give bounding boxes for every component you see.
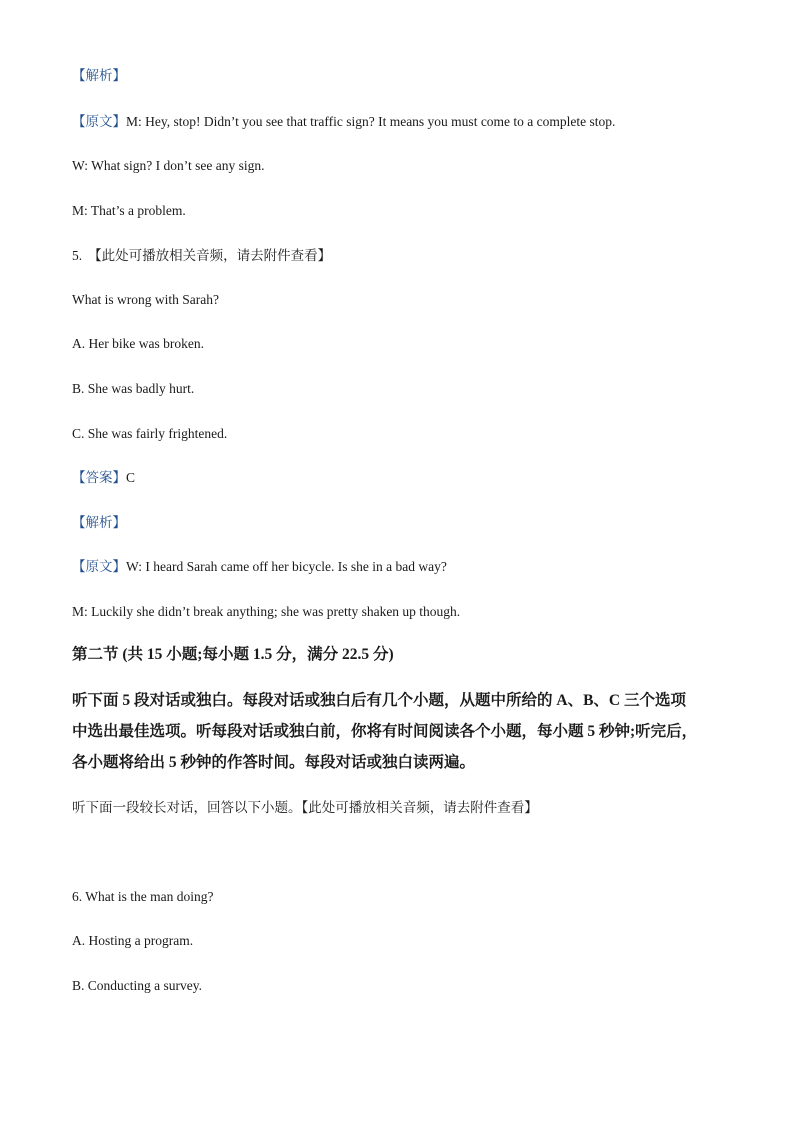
question-text: 6. What is the man doing? (72, 889, 214, 904)
question-text: What is wrong with Sarah? (72, 292, 219, 307)
dialogue-line: M: Luckily she didn’t break anything; she was pretty shaken up though. (72, 604, 461, 619)
answer-line (72, 469, 135, 487)
instruction-line: 各小题将给出 5 秒钟的作答时间。每段对话或独白读两遍。 (72, 754, 476, 771)
instruction-line: 听下面 5 段对话或独白。每段对话或独白后有几个小题，从题中所给的 A、B、C 三个选项 (72, 692, 686, 709)
original-text-label: 【原文】 (72, 559, 126, 574)
option-b: B. Conducting a survey. (72, 978, 202, 993)
transcript-line (72, 113, 615, 131)
analysis-label: 【解析】 (72, 68, 126, 83)
instruction-line: 中选出最佳选项。听每段对话或独白前，你将有时间阅读各个小题，每小题 5 秒钟;听完后， (72, 723, 698, 740)
option-b: B. She was badly hurt. (72, 381, 195, 396)
listen-prompt: 听下面一段较长对话，回答以下小题。【此处可播放相关音频，请去附件查看】 (72, 800, 538, 815)
transcript-text: W: I heard Sarah came off her bicycle. Is she in a bad way? (126, 559, 447, 574)
option-a: A. Her bike was broken. (72, 336, 204, 351)
option-c: C. She was fairly frightened. (72, 426, 228, 441)
dialogue-line: W: What sign? I don’t see any sign. (72, 158, 265, 173)
answer-value: C (126, 470, 136, 485)
option-a: A. Hosting a program. (72, 933, 194, 948)
transcript-line (72, 558, 447, 576)
original-text-label: 【原文】 (72, 114, 126, 129)
section-title: 第二节 (共 15 小题;每小题 1.5 分，满分 22.5 分) (72, 646, 394, 663)
transcript-text: M: Hey, stop! Didn’t you see that traffic sign? It means you must come to a complete stop. (126, 114, 616, 129)
question-number: 5. (72, 248, 83, 263)
section-instructions (72, 685, 732, 778)
answer-label: 【答案】 (72, 470, 126, 485)
audio-link[interactable]: 【此处可播放相关音频，请去附件查看】 (88, 248, 332, 263)
dialogue-line: M: That’s a problem. (72, 203, 186, 218)
question-5-header (72, 247, 331, 265)
analysis-label: 【解析】 (72, 515, 126, 530)
